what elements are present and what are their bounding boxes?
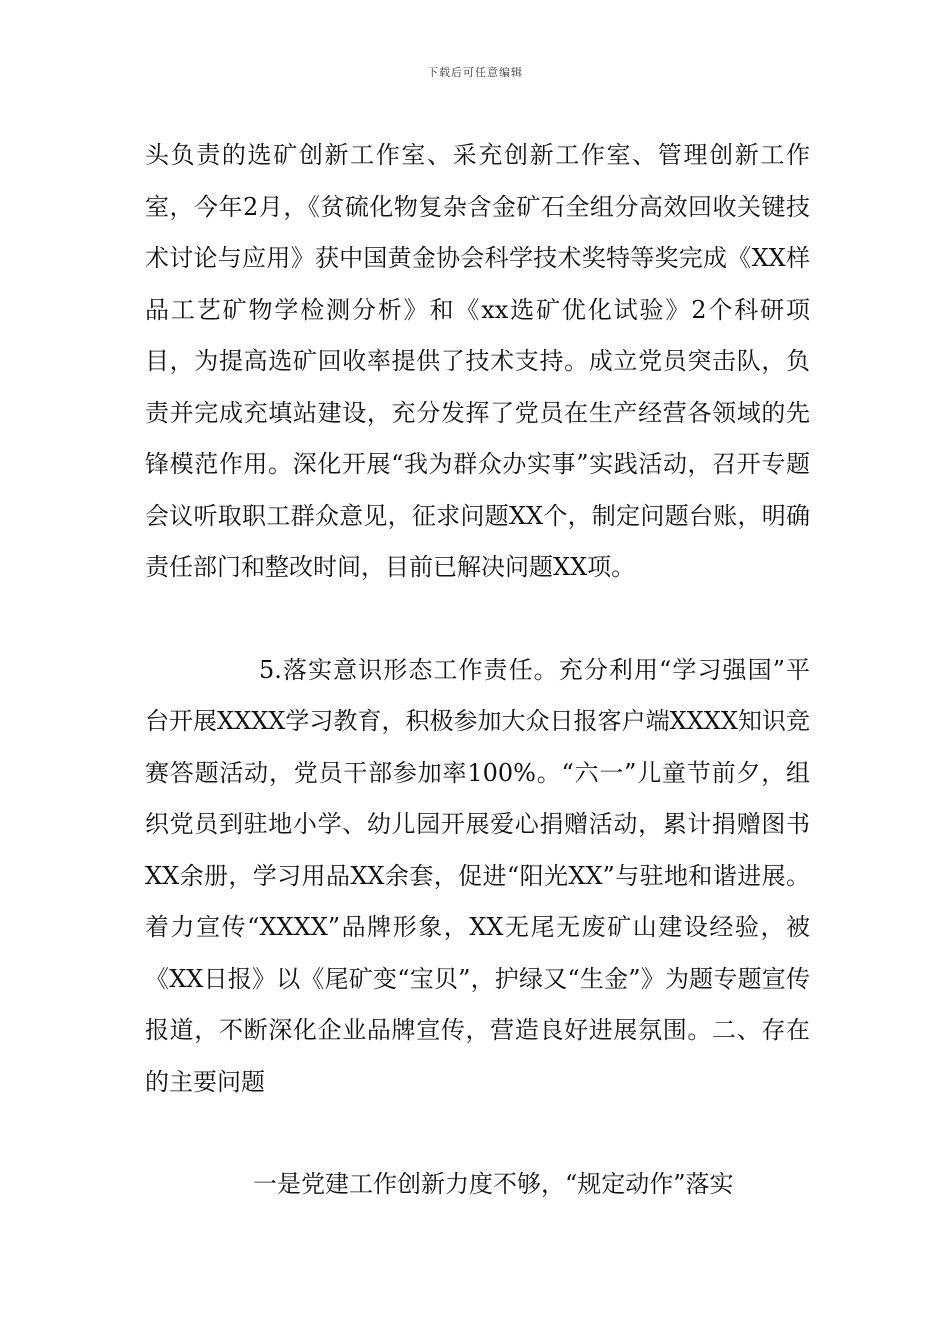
paragraph-section-5: 5.落实意识形态工作责任。充分利用“学习强国”平台开展XXXX学习教育，积极参加大众日报客户端XXXX知识竞赛答题活动，党员干部参加率100%。“六一”儿童节前夕，组织党员到驻地小学、幼儿园开展爱心捐赠活动，累计捐赠图书XX余册，学习用品XX余套，促进“阳光XX”与驻地和谐进展。着力宣传“XXXX”品牌形象，XX无尾无废矿山建设经验，被《XX日报》以《尾矿变“宝贝”，护绿又“生金”》为题专题宣传报道，不断深化企业品牌宣传，营造良好进展氛围。二、存在的主要问题 [145, 655, 810, 1096]
page-header: 下载后可任意编辑 [427, 66, 523, 79]
paragraph-continuation: 头负责的选矿创新工作室、采充创新工作室、管理创新工作室，今年2月，《贫硫化物复杂含金矿石全组分高效回收关键技术讨论与应用》获中国黄金协会科学技术奖特等奖完成《XX样品工艺矿物学检测分析》和《xx选矿优化试验》2个科研项目，为提高选矿回收率提供了技术支持。成立党员突击队，负责并完成充填站建设，充分发挥了党员在生产经营各领域的先锋模范作用。深化开展“我为群众办实事”实践活动，召开专题会议听取职工群众意见，征求问题XX个，制定问题台账，明确责任部门和整改时间，目前已解决问题XX项。 [145, 141, 810, 581]
paragraph-problem-1: 一是党建工作创新力度不够，“规定动作”落实 [253, 1170, 734, 1198]
document-body [145, 130, 810, 1211]
